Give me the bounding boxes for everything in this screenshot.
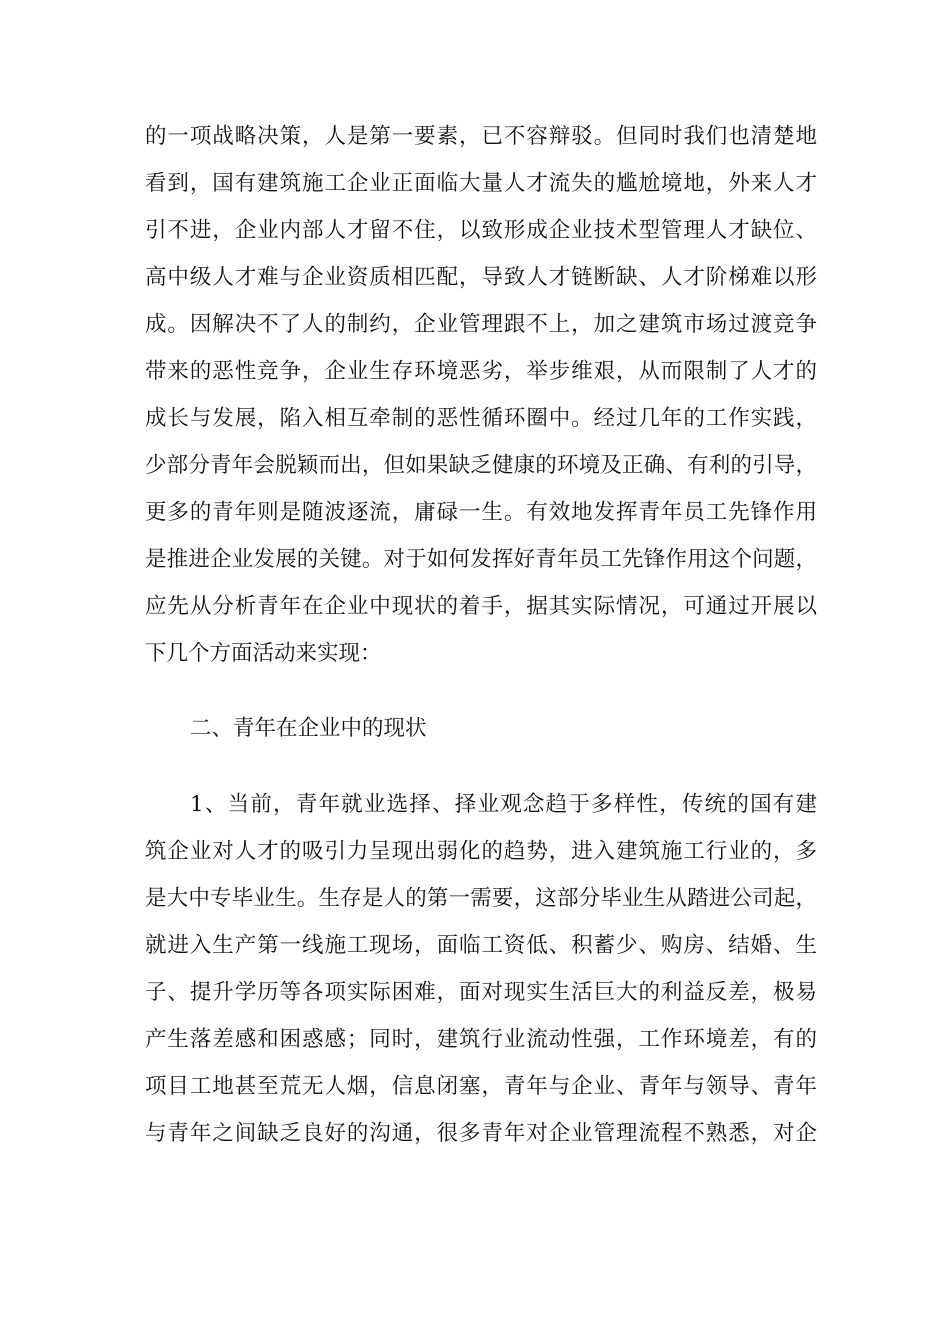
paragraph-line: 带来的恶性竞争，企业生存环境恶劣，举步维艰，从而限制了人才的 — [145, 359, 817, 384]
section-heading: 二、青年在企业中的现状 — [190, 716, 427, 741]
paragraph-line: 筑企业对人才的吸引力呈现出弱化的趋势，进入建筑施工行业的，多 — [145, 839, 817, 864]
paragraph-line: 子、提升学历等各项实际困难，面对现实生活巨大的利益反差，极易 — [145, 980, 817, 1005]
paragraph-line: 高中级人才难与企业资质相匹配，导致人才链断缺、人才阶梯难以形 — [145, 265, 817, 290]
paragraph-line: 产生落差感和困惑感；同时，建筑行业流动性强，工作环境差，有的 — [145, 1027, 817, 1052]
paragraph-line: 是大中专毕业生。生存是人的第一需要，这部分毕业生从踏进公司起， — [145, 886, 817, 911]
paragraph-line: 的一项战略决策，人是第一要素，已不容辩驳。但同时我们也清楚地 — [145, 124, 817, 149]
paragraph-line: 更多的青年则是随波逐流，庸碌一生。有效地发挥青年员工先锋作用 — [145, 500, 817, 525]
paragraph-line: 成。因解决不了人的制约，企业管理跟不上，加之建筑市场过渡竞争 — [145, 312, 817, 337]
paragraph-line: 成长与发展，陷入相互牵制的恶性循环圈中。经过几年的工作实践， — [145, 406, 817, 431]
paragraph-line: 引不进，企业内部人才留不住，以致形成企业技术型管理人才缺位、 — [145, 218, 817, 243]
paragraph-line: 应先从分析青年在企业中现状的着手，据其实际情况，可通过开展以 — [145, 594, 817, 619]
paragraph-line: 看到，国有建筑施工企业正面临大量人才流失的尴尬境地，外来人才 — [145, 171, 817, 196]
paragraph-line: 下几个方面活动来实现： — [145, 641, 382, 666]
paragraph-line: 项目工地甚至荒无人烟，信息闭塞，青年与企业、青年与领导、青年 — [145, 1074, 817, 1099]
paragraph-line: 就进入生产第一线施工现场，面临工资低、积蓄少、购房、结婚、生 — [145, 933, 817, 958]
paragraph-line: 1、当前，青年就业选择、择业观念趋于多样性，传统的国有建 — [190, 792, 817, 817]
paragraph-line: 少部分青年会脱颖而出，但如果缺乏健康的环境及正确、有利的引导， — [145, 453, 817, 478]
paragraph-line: 是推进企业发展的关键。对于如何发挥好青年员工先锋作用这个问题， — [145, 547, 817, 572]
paragraph-line: 与青年之间缺乏良好的沟通，很多青年对企业管理流程不熟悉，对企 — [145, 1121, 817, 1146]
